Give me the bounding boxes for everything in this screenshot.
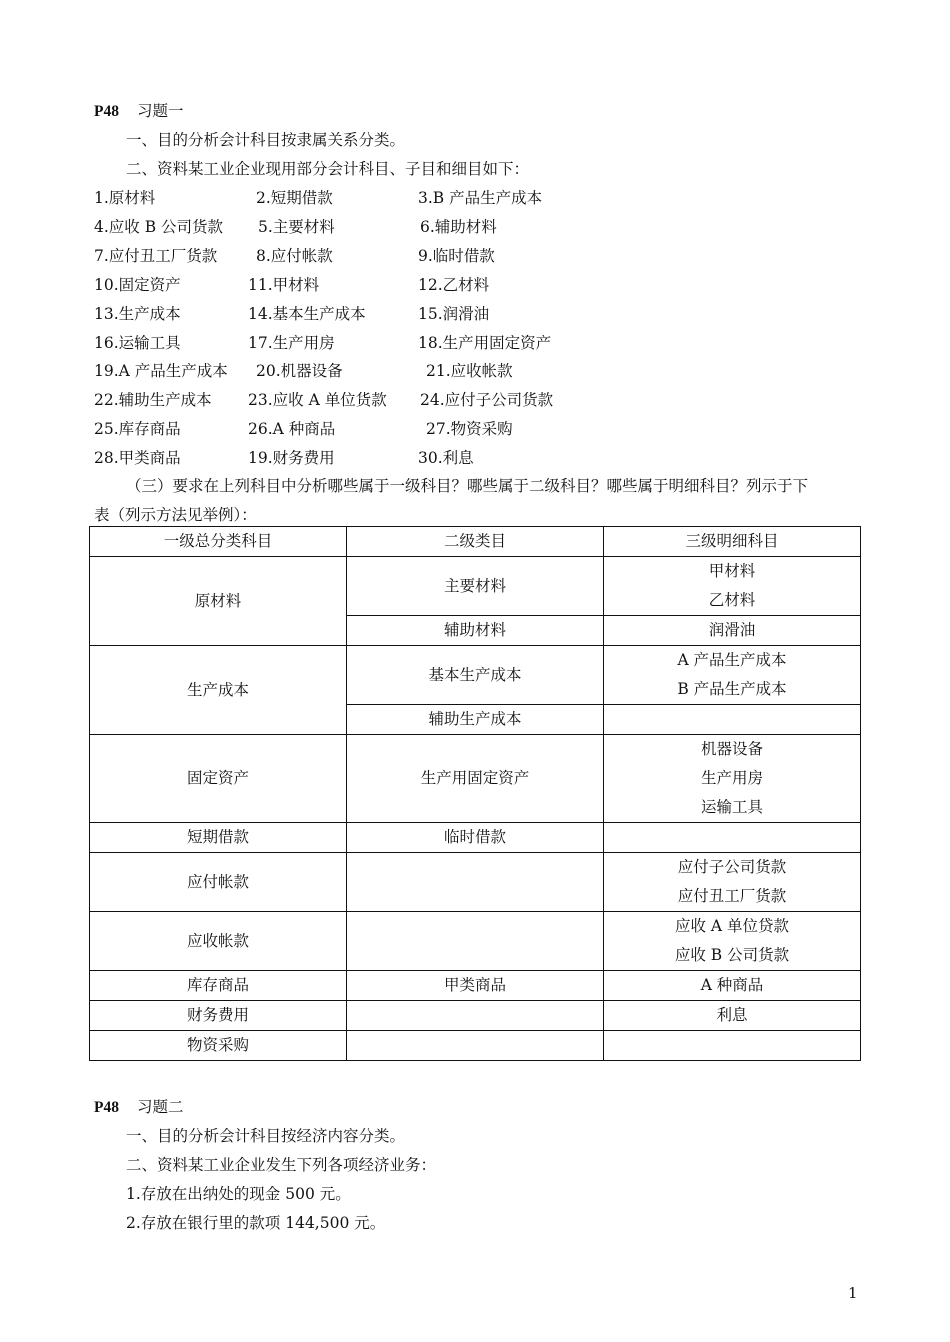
detail-item: 生产用房 (700, 769, 763, 787)
second-level-cell: 临时借款 (347, 823, 604, 853)
detail-item: 应付子公司货款 (677, 858, 787, 876)
account-item: 14.基本生产成本 (248, 305, 366, 323)
table-row (90, 823, 861, 853)
requirement-line-2: 表（列示方法见举例）： (94, 506, 257, 524)
detail-cell (604, 705, 861, 735)
table-row (90, 912, 861, 971)
first-level-cell: 应收帐款 (90, 912, 347, 971)
account-item: 15.润滑油 (418, 305, 490, 323)
first-level-cell: 短期借款 (90, 823, 347, 853)
exercise-1-header (94, 101, 183, 122)
first-level-cell: 生产成本 (90, 646, 347, 735)
page-ref: P48 (94, 1099, 119, 1116)
exercise-title: 习题二 (136, 1098, 184, 1116)
account-item: 18.生产用固定资产 (418, 334, 552, 352)
account-item: 24.应付子公司货款 (420, 391, 554, 409)
business-item: 1.存放在出纳处的现金 500 元。 (126, 1185, 351, 1203)
detail-item: 甲材料 (708, 562, 756, 580)
detail-item: 运输工具 (700, 798, 763, 816)
account-item: 8.应付帐款 (256, 247, 333, 265)
second-level-cell: 甲类商品 (347, 971, 604, 1001)
first-level-cell: 库存商品 (90, 971, 347, 1001)
account-item: 2.短期借款 (256, 189, 333, 207)
account-item: 10.固定资产 (94, 276, 181, 294)
second-level-cell (347, 1001, 604, 1031)
page-ref: P48 (94, 103, 119, 120)
material-line: 二、资料某工业企业发生下列各项经济业务： (126, 1156, 437, 1174)
first-level-cell: 固定资产 (90, 735, 347, 823)
account-item: 1.原材料 (94, 189, 156, 207)
account-item: 5.主要材料 (258, 218, 335, 236)
exercise-2-header (94, 1097, 183, 1118)
detail-item: 应收 B 公司货款 (674, 946, 790, 964)
account-item: 9.临时借款 (418, 247, 495, 265)
detail-cell (604, 557, 861, 616)
header-first-level: 一级总分类科目 (90, 527, 347, 557)
account-item: 25.库存商品 (94, 420, 181, 438)
second-level-cell: 主要材料 (347, 557, 604, 616)
page-number: 1 (848, 1284, 858, 1302)
second-level-cell (347, 853, 604, 912)
detail-item: 机器设备 (700, 740, 763, 758)
detail-cell (604, 1031, 861, 1061)
account-item: 17.生产用房 (248, 334, 335, 352)
second-level-cell: 辅助材料 (347, 616, 604, 646)
detail-cell: 润滑油 (604, 616, 861, 646)
account-item: 12.乙材料 (418, 276, 490, 294)
account-item: 21.应收帐款 (426, 362, 513, 380)
table-row (90, 1031, 861, 1061)
account-item: 7.应付丑工厂货款 (94, 247, 218, 265)
second-level-cell: 辅助生产成本 (347, 705, 604, 735)
account-item: 4.应收 B 公司货款 (94, 218, 224, 236)
detail-cell (604, 823, 861, 853)
table-row (90, 735, 861, 823)
requirement-line-1: （三）要求在上列科目中分析哪些属于一级科目？哪些属于二级科目？哪些属于明细科目？列示于下 (126, 477, 809, 495)
detail-item: B 产品生产成本 (677, 680, 787, 698)
account-item: 26.A 种商品 (248, 420, 336, 438)
purpose-line: 一、目的分析会计科目按隶属关系分类。 (126, 131, 406, 149)
account-item: 23.应收 A 单位货款 (248, 391, 387, 409)
second-level-cell: 生产用固定资产 (347, 735, 604, 823)
account-item: 27.物资采购 (426, 420, 513, 438)
detail-cell (604, 912, 861, 971)
table-row (90, 853, 861, 912)
second-level-cell (347, 912, 604, 971)
business-item: 2.存放在银行里的款项 144,500 元。 (126, 1214, 386, 1232)
account-item: 13.生产成本 (94, 305, 181, 323)
account-item: 19.A 产品生产成本 (94, 362, 228, 380)
purpose-line: 一、目的分析会计科目按经济内容分类。 (126, 1127, 406, 1145)
first-level-cell: 原材料 (90, 557, 347, 646)
first-level-cell: 应付帐款 (90, 853, 347, 912)
table-header-row (90, 527, 861, 557)
table-row (90, 646, 861, 705)
detail-item: A 产品生产成本 (677, 651, 787, 669)
first-level-cell: 财务费用 (90, 1001, 347, 1031)
detail-cell: A 种商品 (604, 971, 861, 1001)
account-item: 28.甲类商品 (94, 449, 181, 467)
account-item: 11.甲材料 (248, 276, 320, 294)
detail-cell (604, 735, 861, 823)
detail-item: 应收 A 单位贷款 (674, 917, 790, 935)
table-row (90, 557, 861, 616)
detail-item: 应付丑工厂货款 (677, 887, 787, 905)
account-item: 16.运输工具 (94, 334, 181, 352)
exercise-title: 习题一 (136, 102, 184, 120)
account-item: 19.财务费用 (248, 449, 335, 467)
detail-cell (604, 853, 861, 912)
material-line: 二、资料某工业企业现用部分会计科目、子目和细目如下： (126, 160, 530, 178)
account-item: 30.利息 (418, 449, 474, 467)
header-detail-level: 三级明细科目 (604, 527, 861, 557)
detail-cell (604, 646, 861, 705)
account-item: 6.辅助材料 (420, 218, 497, 236)
account-classification-table (89, 526, 861, 1061)
account-item: 22.辅助生产成本 (94, 391, 212, 409)
second-level-cell: 基本生产成本 (347, 646, 604, 705)
account-item: 3.B 产品生产成本 (418, 189, 543, 207)
table-row (90, 971, 861, 1001)
account-item: 20.机器设备 (256, 362, 343, 380)
header-second-level: 二级类目 (347, 527, 604, 557)
second-level-cell (347, 1031, 604, 1061)
detail-item: 乙材料 (708, 591, 756, 609)
table-row (90, 1001, 861, 1031)
detail-cell: 利息 (604, 1001, 861, 1031)
first-level-cell: 物资采购 (90, 1031, 347, 1061)
